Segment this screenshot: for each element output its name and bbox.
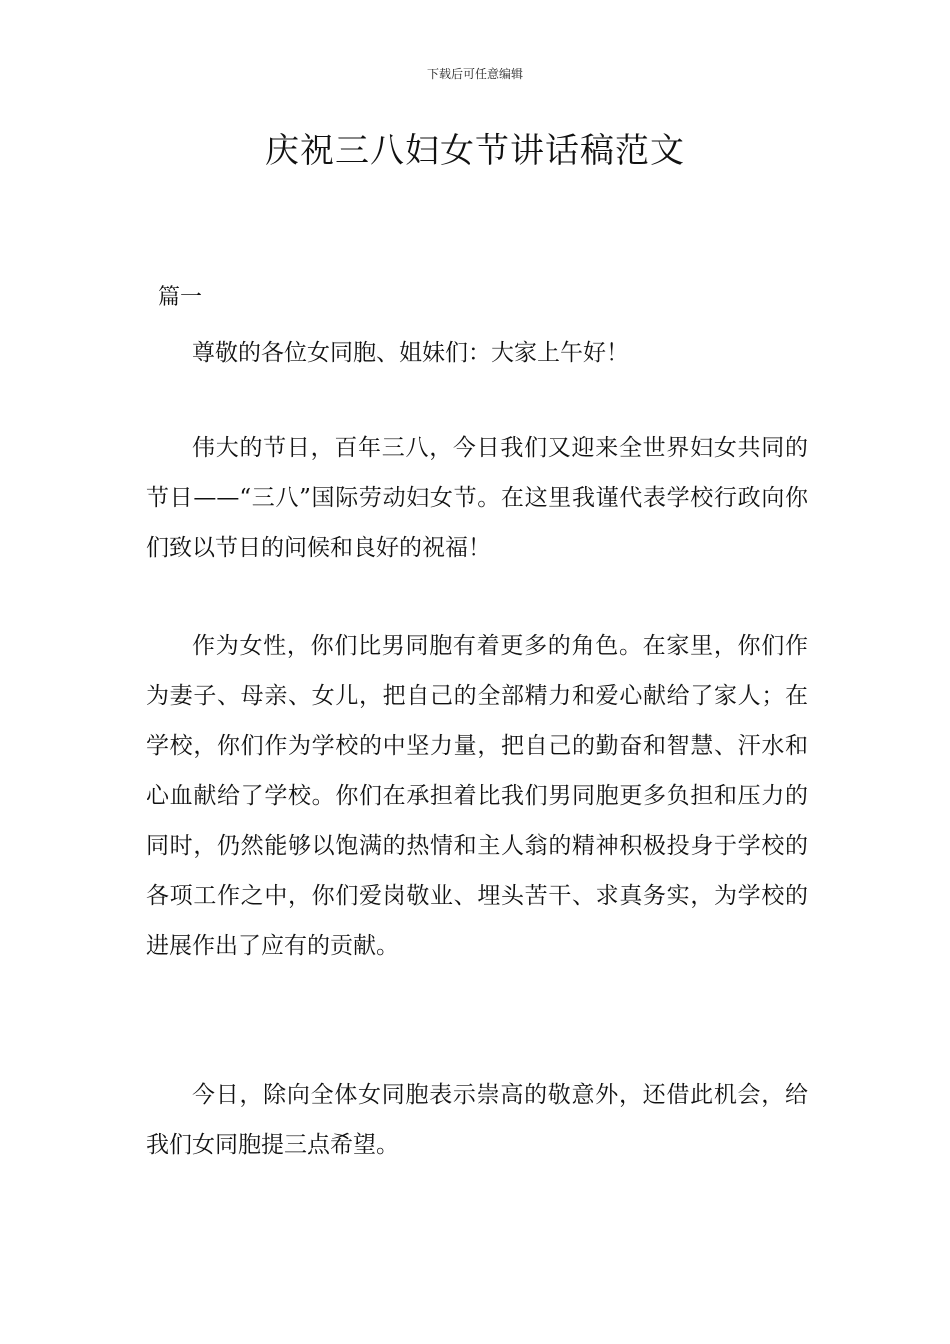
document-title: 庆祝三八妇女节讲话稿范文 (265, 131, 685, 171)
paragraph-greeting: 尊敬的各位女同胞、姐妹们：大家上午好！ (192, 340, 629, 366)
section-label: 篇一 (158, 285, 203, 310)
paragraph-roles-and-contributions: 作为女性，你们比男同胞有着更多的角色。在家里，你们作为妻子、母亲、女儿，把自己的全部精力和爱心献给了家人；在学校，你们作为学校的中坚力量，把自己的勤奋和智慧、汗水和心血献给了学校。你们在承担着比我们男同胞更多负担和压力的同时，仍然能够以饱满的热情和主人翁的精神积极投身于学校的各项工作之中，你们爱岗敬业、埋头苦干、求真务实，为学校的进展作出了应有的贡献。 (146, 633, 808, 959)
paragraph-festival-greeting: 伟大的节日，百年三八，今日我们又迎来全世界妇女共同的节日——“三八”国际劳动妇女节。在这里我谨代表学校行政向你们致以节日的问候和良好的祝福！ (146, 435, 808, 561)
paragraph-three-hopes: 今日，除向全体女同胞表示崇高的敬意外，还借此机会，给我们女同胞提三点希望。 (146, 1082, 808, 1158)
header-note: 下载后可任意编辑 (426, 67, 523, 81)
